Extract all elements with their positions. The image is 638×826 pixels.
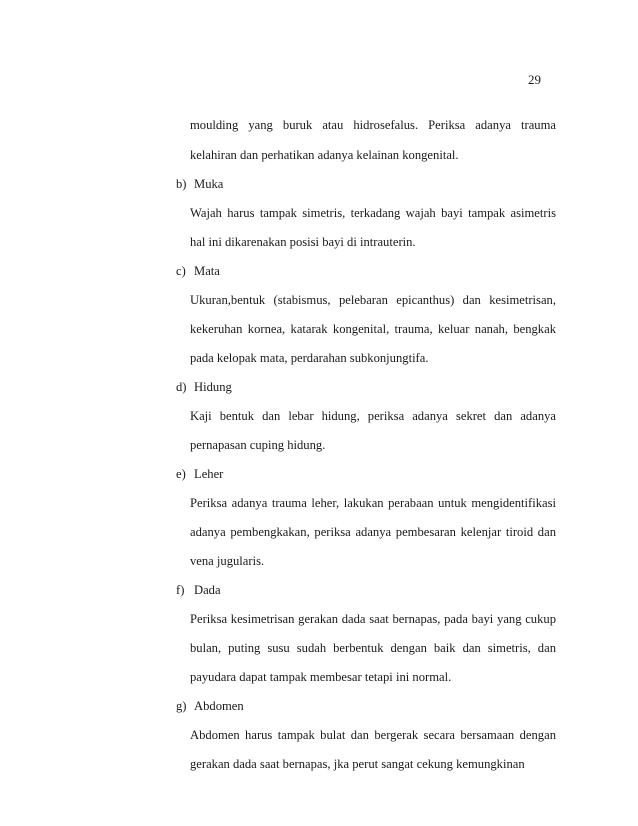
section-title: Mata bbox=[194, 264, 220, 278]
paragraph-line: gerakan dada saat bernapas, jka perut sangat cekung kemungkinan bbox=[190, 757, 525, 771]
paragraph-line: kelahiran dan perhatikan adanya kelainan kongenital. bbox=[190, 148, 459, 162]
paragraph-line: Kaji bentuk dan lebar hidung, periksa adanya sekret dan adanya bbox=[190, 409, 556, 423]
section-heading-hidung bbox=[176, 379, 232, 395]
list-marker: g) bbox=[176, 699, 187, 713]
paragraph-line: moulding yang buruk atau hidrosefalus. Periksa adanya trauma bbox=[190, 118, 556, 132]
paragraph-line: Periksa adanya trauma leher, lakukan perabaan untuk mengidentifikasi bbox=[190, 496, 556, 510]
paragraph-line: Abdomen harus tampak bulat dan bergerak secara bersamaan dengan bbox=[190, 728, 556, 742]
section-heading-abdomen bbox=[176, 698, 244, 714]
page-number: 29 bbox=[528, 72, 541, 87]
section-title: Leher bbox=[194, 467, 224, 481]
list-marker: f) bbox=[176, 583, 185, 597]
section-heading-leher bbox=[176, 466, 223, 482]
list-marker: c) bbox=[176, 264, 186, 278]
section-heading-mata bbox=[176, 263, 220, 279]
paragraph-line: adanya pembengkakan, periksa adanya pembesaran kelenjar tiroid dan bbox=[190, 525, 556, 539]
section-heading-muka bbox=[176, 176, 223, 192]
paragraph-line: bulan, puting susu sudah berbentuk dengan baik dan simetris, dan bbox=[190, 641, 556, 655]
list-marker: e) bbox=[176, 467, 186, 481]
list-marker: d) bbox=[176, 380, 187, 394]
paragraph-line: Periksa kesimetrisan gerakan dada saat bernapas, pada bayi yang cukup bbox=[190, 612, 556, 626]
list-marker: b) bbox=[176, 177, 187, 191]
section-heading-dada bbox=[176, 582, 221, 598]
paragraph-line: vena jugularis. bbox=[190, 554, 265, 568]
paragraph-line: Wajah harus tampak simetris, terkadang wajah bayi tampak asimetris bbox=[190, 206, 556, 220]
section-title: Abdomen bbox=[194, 699, 244, 713]
section-title: Dada bbox=[194, 583, 221, 597]
paragraph-line: kekeruhan kornea, katarak kongenital, trauma, keluar nanah, bengkak bbox=[190, 322, 556, 336]
paragraph-line: hal ini dikarenakan posisi bayi di intrauterin. bbox=[190, 235, 416, 249]
paragraph-line: Ukuran,bentuk (stabismus, pelebaran epicanthus) dan kesimetrisan, bbox=[190, 293, 556, 307]
section-title: Hidung bbox=[194, 380, 232, 394]
paragraph-line: pernapasan cuping hidung. bbox=[190, 438, 326, 452]
paragraph-line: pada kelopak mata, perdarahan subkonjungtifa. bbox=[190, 351, 429, 365]
section-title: Muka bbox=[194, 177, 224, 191]
paragraph-line: payudara dapat tampak membesar tetapi ini normal. bbox=[190, 670, 452, 684]
